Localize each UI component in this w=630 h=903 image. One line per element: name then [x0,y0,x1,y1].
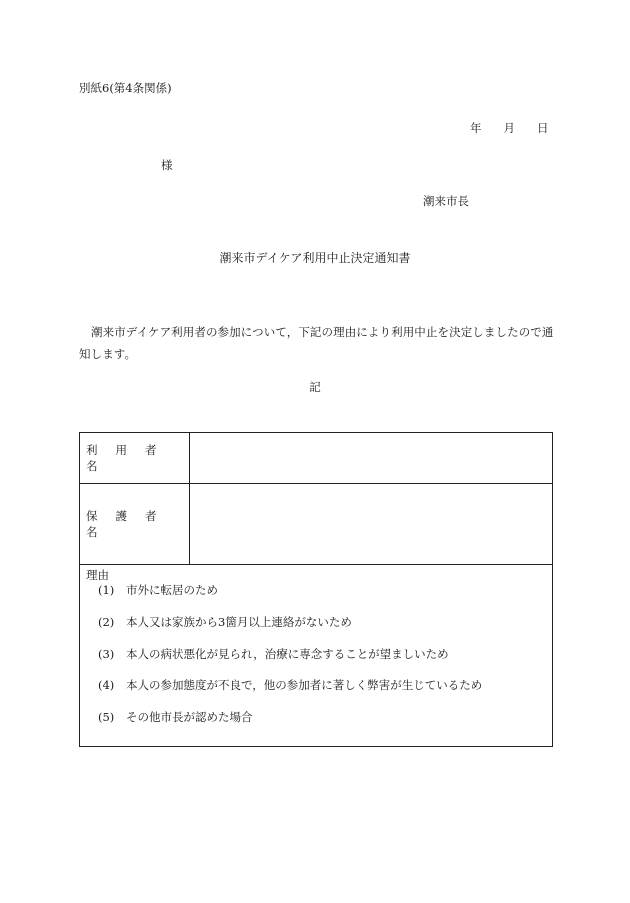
reason-item [98,646,449,662]
reason-item [98,677,482,693]
guardian-name-value[interactable] [190,483,552,564]
reason-number: (5) [98,710,115,724]
reason-block [80,565,552,746]
reason-item [98,614,352,630]
issuer-name: 潮来市長 [423,194,469,208]
date-year-label: 年 [470,121,482,135]
reason-number: (4) [98,678,115,692]
record-table [79,432,553,747]
guardian-name-label-cell [80,483,190,564]
addressee-suffix: 様 [161,158,173,172]
user-name-value[interactable] [190,433,552,483]
date-month-label: 月 [503,121,515,135]
date-line [470,120,549,136]
user-name-label: 利用者名 [86,443,175,473]
reason-item [98,709,253,725]
reason-label: 理由 [86,568,109,582]
reason-text: 本人の参加態度が不良で，他の参加者に著しく弊害が生じているため [126,678,483,692]
reason-item [98,582,218,598]
user-name-label-cell [80,433,190,483]
reason-number: (3) [98,647,115,661]
reason-text: その他市長が認めた場合 [126,710,253,724]
guardian-name-label: 保護者名 [86,508,175,539]
body-text: 潮来市デイケア利用者の参加について，下記の理由により利用中止を決定しましたので通知します。 [79,325,554,361]
user-name-row [80,433,552,484]
reason-number: (2) [98,615,115,629]
date-day-label: 日 [537,121,549,135]
document-title: 潮来市デイケア利用中止決定通知書 [219,251,411,265]
reason-text: 市外に転居のため [126,583,218,597]
guardian-name-row [80,483,552,565]
form-reference: 別紙6(第4条関係) [79,81,172,95]
reason-text: 本人又は家族から3箇月以上連絡がないため [126,615,352,629]
reason-number: (1) [98,583,115,597]
ki-heading: 記 [309,380,321,394]
reason-text: 本人の病状悪化が見られ，治療に専念することが望ましいため [126,647,449,661]
